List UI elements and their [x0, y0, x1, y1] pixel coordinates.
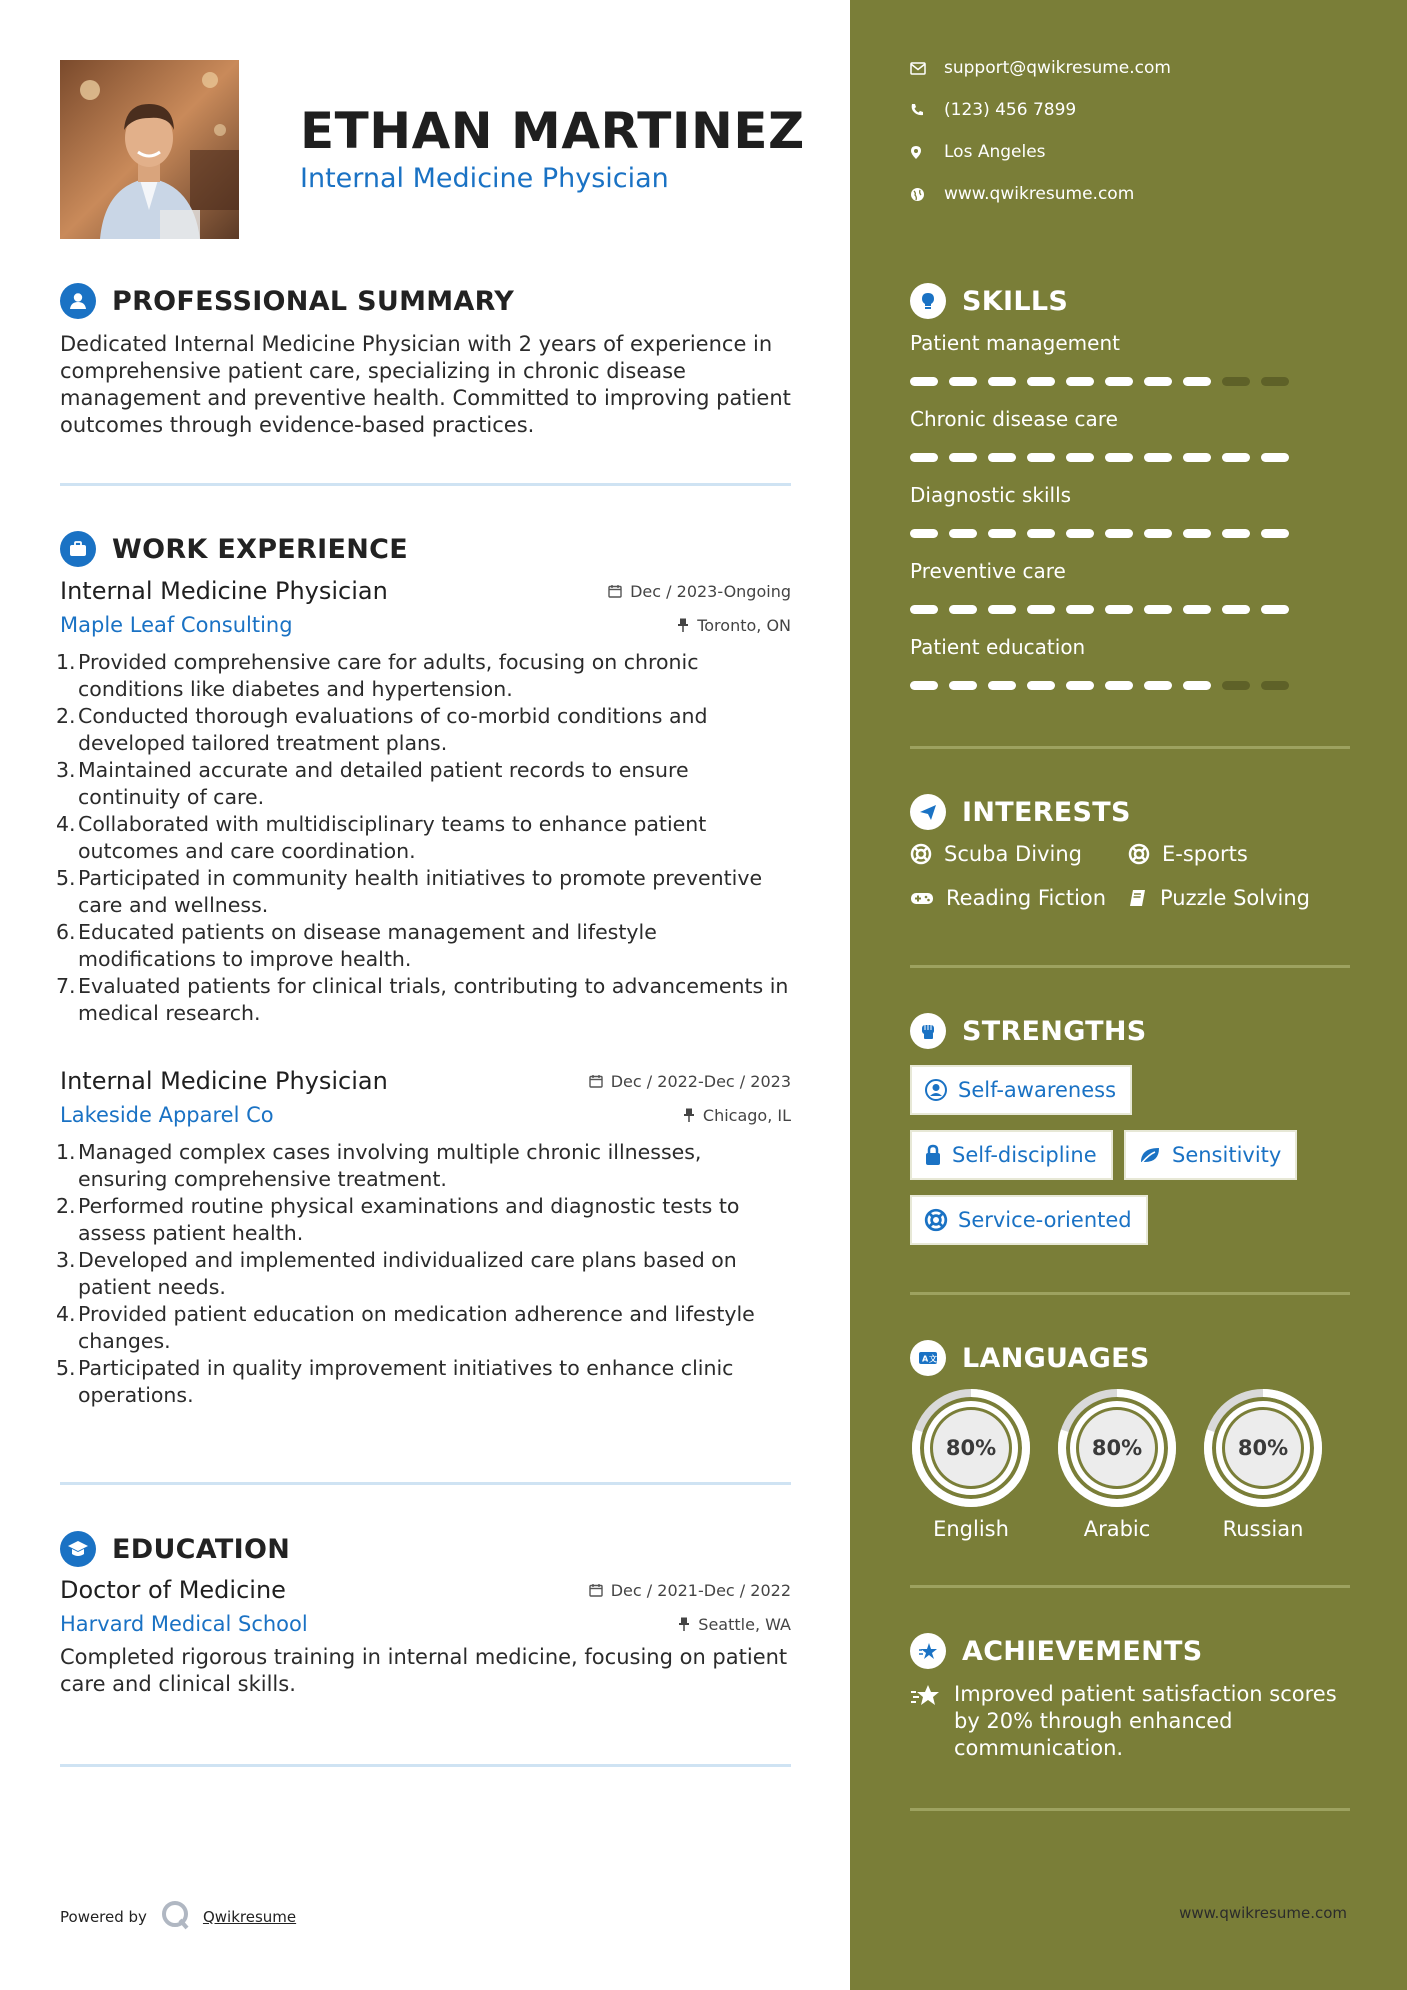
summary-title: PROFESSIONAL SUMMARY: [112, 285, 515, 317]
rating-dash-filled: [1105, 529, 1133, 538]
job-date: [608, 582, 791, 601]
fist-icon: [910, 1013, 946, 1049]
pin-icon: [677, 618, 689, 632]
envelope-icon: [910, 62, 944, 75]
rating-dash-empty: [1222, 377, 1250, 386]
rating-dash-filled: [988, 377, 1016, 386]
skill-rating: [910, 453, 1350, 462]
divider: [910, 965, 1350, 968]
education-entry: [60, 1576, 791, 1698]
rating-dash-filled: [988, 681, 1016, 690]
rating-dash-filled: [1027, 605, 1055, 614]
rating-dash-filled: [949, 377, 977, 386]
rating-dash-filled: [1183, 453, 1211, 462]
rating-dash-filled: [1144, 605, 1172, 614]
divider: [60, 483, 791, 486]
profile-photo: [60, 60, 239, 239]
summary-section: [60, 281, 791, 439]
paper-plane-icon: [910, 794, 946, 830]
rating-dash-filled: [1183, 529, 1211, 538]
duty-item: 2. Conducted thorough evaluations of co-morbid conditions and developed tailored treatment plans.: [56, 704, 708, 755]
contact-phone-text: (123) 456 7899: [944, 100, 1077, 120]
skill-rating: [910, 529, 1350, 538]
achievement-item: [910, 1681, 1350, 1762]
interest-item: [910, 842, 1082, 866]
contact-email-text: support@qwikresume.com: [944, 58, 1171, 78]
language-gauge: [1056, 1387, 1178, 1509]
rating-dash-filled: [988, 605, 1016, 614]
qwikresume-logo-icon: [161, 1900, 191, 1934]
divider: [910, 1292, 1350, 1295]
leaf-icon: [1138, 1145, 1162, 1165]
job-location-text: Toronto, ON: [697, 615, 791, 635]
globe-icon: [910, 187, 944, 202]
rating-dash-filled: [1066, 529, 1094, 538]
rating-dash-filled: [1066, 377, 1094, 386]
rating-dash-empty: [1261, 681, 1289, 690]
rating-dash-filled: [1222, 453, 1250, 462]
skill-name: Patient education: [910, 635, 1086, 659]
education-location: [678, 1615, 791, 1634]
education-date: [589, 1581, 791, 1600]
duty-item: 7. Evaluated patients for clinical trials, contributing to advancements in medical research.: [56, 974, 789, 1025]
book-icon: [1128, 888, 1148, 908]
candidate-name: ETHAN MARTINEZ: [300, 102, 805, 160]
job-location: [677, 616, 791, 635]
duty-item: 5. Participated in community health initiatives to promote preventive care and wellness.: [56, 866, 763, 917]
divider: [910, 1808, 1350, 1811]
rating-dash-filled: [1066, 453, 1094, 462]
rating-dash-empty: [1222, 681, 1250, 690]
language-percent: 80%: [1237, 1436, 1289, 1460]
duty-list: [56, 649, 791, 1027]
duty-item: 4. Collaborated with multidisciplinary teams to enhance patient outcomes and care coordination.: [56, 812, 707, 863]
language-gauge: [1202, 1387, 1324, 1509]
duty-item: 3. Maintained accurate and detailed patient records to ensure continuity of care.: [56, 758, 689, 809]
education-section: [60, 1529, 791, 1569]
strength-label: Self-awareness: [958, 1078, 1117, 1102]
rating-dash-filled: [1066, 681, 1094, 690]
rating-dash-filled: [1144, 681, 1172, 690]
strength-chip: [1124, 1130, 1297, 1180]
rating-dash-filled: [1183, 605, 1211, 614]
summary-text: Dedicated Internal Medicine Physician with 2 years of experience in comprehensive patient care, specializing in chronic disease management and preventive health. Committed to improving patient outcomes through evidence-based practices.: [60, 332, 791, 437]
contact-location: [910, 142, 1046, 162]
duty-item: 5. Participated in quality improvement initiatives to enhance clinic operations.: [56, 1356, 734, 1407]
skill-rating: [910, 605, 1350, 614]
rating-dash-filled: [910, 377, 938, 386]
skill-item: [910, 635, 1350, 690]
skill-rating: [910, 681, 1350, 690]
interest-label: Puzzle Solving: [1160, 886, 1310, 910]
calendar-icon: [589, 1583, 603, 1597]
contact-location-text: Los Angeles: [944, 142, 1046, 162]
rating-dash-filled: [1261, 529, 1289, 538]
sidebar: [850, 0, 1407, 1990]
job-date: [589, 1072, 791, 1091]
job-location: [683, 1106, 791, 1125]
rating-dash-filled: [1183, 681, 1211, 690]
rating-dash-filled: [1144, 377, 1172, 386]
rating-dash-filled: [949, 605, 977, 614]
rating-dash-filled: [910, 605, 938, 614]
skill-item: [910, 407, 1350, 462]
rating-dash-filled: [1144, 529, 1172, 538]
contact-website[interactable]: [910, 184, 1134, 204]
job-location-text: Chicago, IL: [702, 1105, 791, 1125]
interest-label: Reading Fiction: [946, 886, 1107, 910]
svg-text:文: 文: [929, 1354, 937, 1364]
strengths-title: STRENGTHS: [962, 1015, 1147, 1047]
strength-label: Self-discipline: [952, 1143, 1097, 1167]
language-item: [910, 1387, 1032, 1541]
duty-item: 6. Educated patients on disease management and lifestyle modifications to improve health.: [56, 920, 657, 971]
strengths-section: [910, 1011, 1350, 1051]
skill-rating: [910, 377, 1350, 386]
rating-dash-empty: [1261, 377, 1289, 386]
languages-section: [910, 1338, 1350, 1378]
strength-chip: [910, 1065, 1132, 1115]
education-date-text: Dec / 2021-Dec / 2022: [610, 1580, 791, 1600]
rating-dash-filled: [1027, 681, 1055, 690]
strength-label: Service-oriented: [958, 1208, 1132, 1232]
candidate-role: Internal Medicine Physician: [300, 163, 669, 194]
language-gauge: [910, 1387, 1032, 1509]
divider: [910, 746, 1350, 749]
contact-phone[interactable]: [910, 100, 1076, 120]
svg-text:A: A: [922, 1354, 929, 1364]
job-company: Maple Leaf Consulting: [60, 613, 293, 637]
work-section: [60, 529, 791, 569]
language-name: Russian: [1222, 1517, 1304, 1541]
rating-dash-filled: [1105, 377, 1133, 386]
languages-title: LANGUAGES: [962, 1342, 1150, 1374]
work-title: WORK EXPERIENCE: [112, 533, 408, 565]
job-title: Internal Medicine Physician: [60, 577, 388, 605]
language-name: English: [933, 1517, 1009, 1541]
rating-dash-filled: [949, 529, 977, 538]
rating-dash-filled: [1027, 529, 1055, 538]
school-name: Harvard Medical School: [60, 1612, 308, 1636]
contact-website-text: www.qwikresume.com: [944, 184, 1135, 204]
interests-section: [910, 792, 1350, 832]
calendar-icon: [608, 584, 622, 598]
rating-dash-filled: [1222, 605, 1250, 614]
lightbulb-icon: [910, 283, 946, 319]
lock-icon: [924, 1144, 942, 1166]
duty-item: 1. Managed complex cases involving multiple chronic illnesses, ensuring comprehensive treatment.: [56, 1140, 702, 1191]
job-entry: [56, 577, 791, 1027]
star-icon: [910, 1683, 942, 1762]
star-badge-icon: [910, 1633, 946, 1669]
rating-dash-filled: [1144, 453, 1172, 462]
interest-item: [1128, 886, 1310, 910]
skill-item: [910, 559, 1350, 614]
qwikresume-link[interactable]: Qwikresume: [202, 1908, 297, 1926]
interest-label: Scuba Diving: [944, 842, 1082, 866]
rating-dash-filled: [910, 681, 938, 690]
skills-section: [910, 281, 1350, 321]
user-circle-icon: [924, 1078, 948, 1102]
skill-name: Diagnostic skills: [910, 483, 1072, 507]
skill-name: Preventive care: [910, 559, 1066, 583]
translate-icon: [910, 1340, 946, 1376]
interests-title: INTERESTS: [962, 796, 1131, 828]
language-percent: 80%: [1091, 1436, 1143, 1460]
location-pin-icon: [910, 145, 944, 160]
rating-dash-filled: [1027, 377, 1055, 386]
skill-name: Patient management: [910, 331, 1120, 355]
rating-dash-filled: [1261, 605, 1289, 614]
rating-dash-filled: [949, 453, 977, 462]
rating-dash-filled: [910, 453, 938, 462]
interest-item: [910, 886, 1106, 910]
calendar-icon: [589, 1074, 603, 1088]
lifebuoy-icon: [1128, 843, 1150, 865]
achievements-section: [910, 1631, 1350, 1671]
rating-dash-filled: [910, 529, 938, 538]
degree-title: Doctor of Medicine: [60, 1576, 286, 1604]
job-title: Internal Medicine Physician: [60, 1067, 388, 1095]
interest-item: [1128, 842, 1248, 866]
contact-email[interactable]: [910, 58, 1171, 78]
rating-dash-filled: [1066, 605, 1094, 614]
job-date-text: Dec / 2023-Ongoing: [630, 581, 791, 601]
education-location-text: Seattle, WA: [698, 1614, 791, 1634]
job-entry: [56, 1067, 791, 1409]
skill-item: [910, 483, 1350, 538]
language-item: [1056, 1387, 1178, 1541]
strength-chip: [910, 1195, 1148, 1245]
job-date-text: Dec / 2022-Dec / 2023: [610, 1071, 791, 1091]
pin-icon: [678, 1617, 690, 1631]
rating-dash-filled: [1261, 453, 1289, 462]
rating-dash-filled: [1105, 453, 1133, 462]
rating-dash-filled: [1105, 605, 1133, 614]
rating-dash-filled: [1105, 681, 1133, 690]
rating-dash-filled: [1222, 529, 1250, 538]
powered-by: [60, 1900, 296, 1934]
language-name: Arabic: [1083, 1517, 1151, 1541]
rating-dash-filled: [1027, 453, 1055, 462]
education-title: EDUCATION: [112, 1533, 291, 1565]
user-icon: [60, 283, 96, 319]
lifebuoy-icon: [910, 843, 932, 865]
duty-list: [56, 1139, 791, 1409]
skill-item: [910, 331, 1350, 386]
interest-label: E-sports: [1162, 842, 1248, 866]
job-company: Lakeside Apparel Co: [60, 1103, 274, 1127]
gamepad-icon: [910, 890, 934, 906]
duty-item: 2. Performed routine physical examinations and diagnostic tests to assess patient health.: [56, 1194, 740, 1245]
divider: [910, 1585, 1350, 1588]
duty-item: 3. Developed and implemented individualized care plans based on patient needs.: [56, 1248, 737, 1299]
skill-name: Chronic disease care: [910, 407, 1118, 431]
divider: [60, 1764, 791, 1767]
rating-dash-filled: [988, 453, 1016, 462]
rating-dash-filled: [988, 529, 1016, 538]
briefcase-icon: [60, 531, 96, 567]
phone-icon: [910, 103, 944, 117]
divider: [60, 1482, 791, 1485]
rating-dash-filled: [949, 681, 977, 690]
language-percent: 80%: [945, 1436, 997, 1460]
strength-chip: [910, 1130, 1113, 1180]
language-item: [1202, 1387, 1324, 1541]
education-text: Completed rigorous training in internal medicine, focusing on patient care and clinical skills.: [60, 1645, 788, 1696]
achievement-text: Improved patient satisfaction scores by 20% through enhanced communication.: [954, 1682, 1337, 1760]
rating-dash-filled: [1183, 377, 1211, 386]
duty-item: 1. Provided comprehensive care for adults, focusing on chronic conditions like diabetes and hypertension.: [56, 650, 699, 701]
powered-by-label: Powered by: [60, 1908, 147, 1926]
skills-title: SKILLS: [962, 285, 1069, 317]
lifebuoy-icon: [924, 1208, 948, 1232]
footer-website[interactable]: www.qwikresume.com: [1179, 1904, 1347, 1922]
pin-icon: [683, 1108, 695, 1122]
duty-item: 4. Provided patient education on medication adherence and lifestyle changes.: [56, 1302, 755, 1353]
graduation-cap-icon: [60, 1531, 96, 1567]
strength-label: Sensitivity: [1172, 1143, 1282, 1167]
achievements-title: ACHIEVEMENTS: [962, 1635, 1203, 1667]
